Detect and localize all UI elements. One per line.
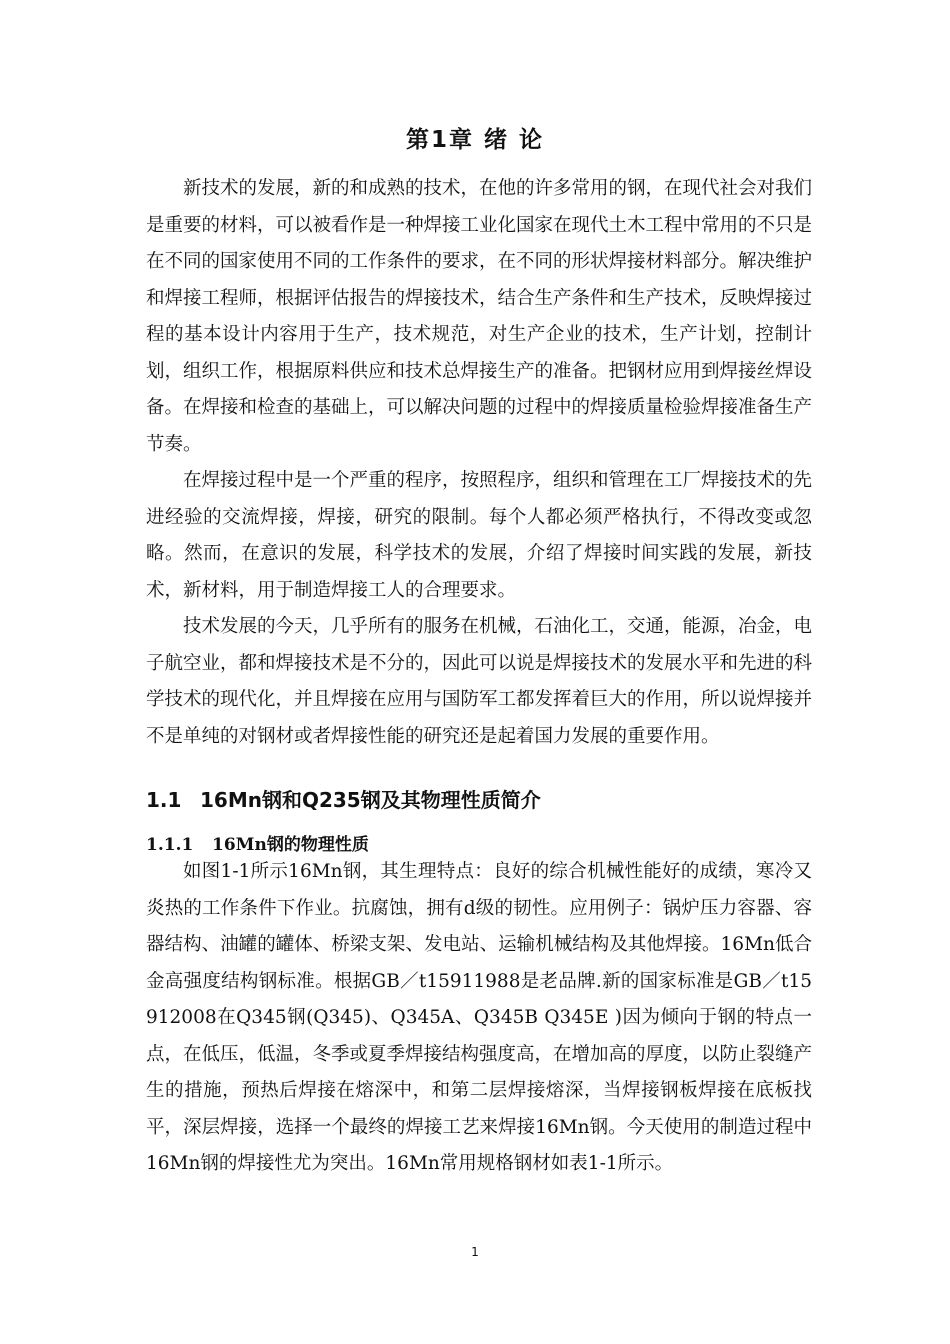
- section-heading: [146, 784, 541, 813]
- section-number: 1.1: [146, 788, 182, 812]
- intro-paragraph-1: 新技术的发展，新的和成熟的技术，在他的许多常用的钢，在现代社会对我们是重要的材料，可以被看作是一种焊接工业化国家在现代土木工程中常用的不只是在不同的国家使用不同的工作条件的要求，在不同的形状焊接材料部分。解决维护和焊接工程师，根据评估报告的焊接技术，结合生产条件和生产技术，反映焊接过程的基本设计内容用于生产，技术规范，对生产企业的技术，生产计划，控制计划，组织工作，根据原料供应和技术总焊接生产的准备。把钢材应用到焊接丝焊设备。在焊接和检查的基础上，可以解决问题的过程中的焊接质量检验焊接准备生产节奏。: [146, 178, 813, 455]
- intro-section: [146, 171, 812, 755]
- intro-paragraph-3: 技术发展的今天，几乎所有的服务在机械，石油化工，交通，能源，冶金，电子航空业，都和焊接技术是不分的，因此可以说是焊接技术的发展水平和先进的科学技术的现代化，并且焊接在应用与国防军工都发挥着巨大的作用，所以说焊接并不是单纯的对钢材或者焊接性能的研究还是起着国力发展的重要作用。: [146, 616, 813, 747]
- page-number: 1: [471, 1245, 479, 1259]
- subsection-body: [146, 854, 812, 1183]
- section-title: 16Mn钢和Q235钢及其物理性质简介: [200, 788, 541, 812]
- intro-paragraph-2: 在焊接过程中是一个严重的程序，按照程序，组织和管理在工厂焊接技术的先进经验的交流焊接，焊接，研究的限制。每个人都必须严格执行，不得改变或忽略。然而，在意识的发展，科学技术的发展，介绍了焊接时间实践的发展，新技术，新材料，用于制造焊接工人的合理要求。: [146, 470, 813, 601]
- subsection-heading: [146, 830, 369, 855]
- chapter-title: 第1章 绪 论: [405, 127, 545, 153]
- subsection-title: 16Mn钢的物理性质: [212, 835, 369, 855]
- subsection-number: 1.1.1: [146, 835, 194, 855]
- subsection-paragraph: 如图1-1所示16Mn钢，其生理特点：良好的综合机械性能好的成绩，寒冷又炎热的工作条件下作业。抗腐蚀，拥有d级的韧性。应用例子：锅炉压力容器、容器结构、油罐的罐体、桥梁支架、发电站、运输机械结构及其他焊接。16Mn低合金高强度结构钢标准。根据GB／t15911988是老品牌.新的国家标准是GB／t15912008在Q345钢(Q345)、Q345A、Q345B Q345E )因为倾向于钢的特点一点，在低压，低温，冬季或夏季焊接结构强度高，在增加高的厚度，以防止裂缝产生的措施，预热后焊接在熔深中，和第二层焊接熔深，当焊接钢板焊接在底板找平，深层焊接，选择一个最终的焊接工艺来焊接16Mn钢。今天使用的制造过程中16Mn钢的焊接性尤为突出。16Mn常用规格钢材如表1-1所示。: [146, 861, 813, 1174]
